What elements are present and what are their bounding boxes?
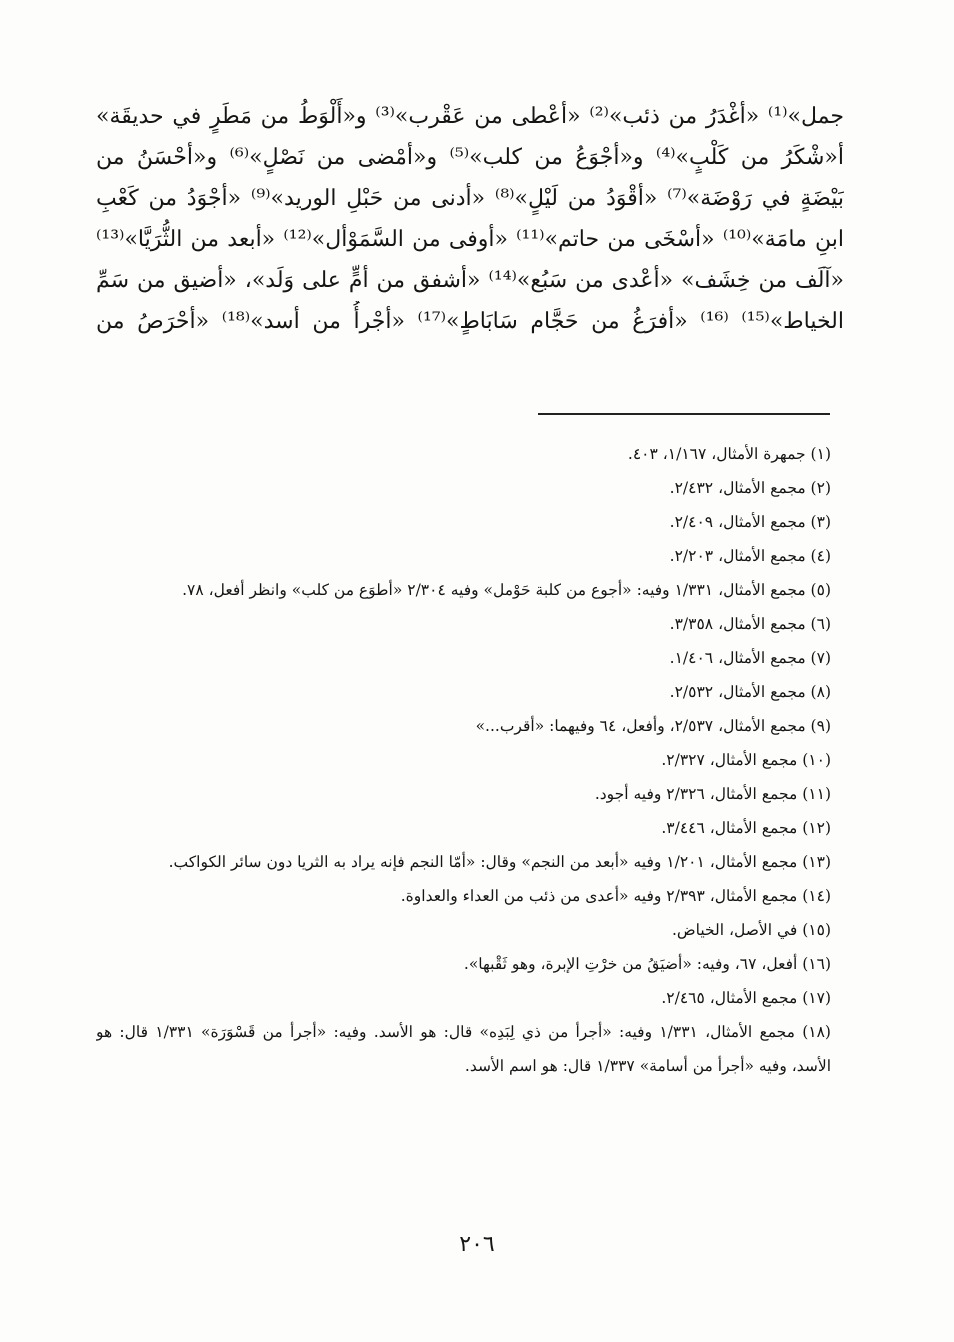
footnote: (١٣) مجمع الأمثال، ١/٢٠١ وفيه «أبعد من النجم» وقال: «أمّا النجم فإنه يراد به الثريا دون سائر الكواكب. <box>168 853 831 871</box>
main-text <box>96 96 844 342</box>
footnote: (٦) مجمع الأمثال، ٣/٣٥٨. <box>669 615 831 633</box>
footnote: (١) جمهرة الأمثال، ١/١٦٧، ٤٠٣. <box>627 445 831 463</box>
text-line: «آلَف من خِشَف» «أعْدى من سَبُع»⁽¹⁴⁾ «أشفق من أمٍّ على وَلَد»، «أضيق من سَمِّ <box>96 268 844 293</box>
footnote: (٨) مجمع الأمثال، ٢/٥٣٢. <box>669 683 831 701</box>
text-line: بَيْضَةٍ في رَوْضَة»⁽⁷⁾ «أقْوَدُ من لَيْلٍ»⁽⁸⁾ «أدنى من حَبْلِ الوريد»⁽⁹⁾ «أجْوَدُ من كَعْبِ <box>96 186 844 211</box>
footnote: (١٤) مجمع الأمثال، ٢/٣٩٣ وفيه «أعدى من ذئب من العداء والعداوة. <box>400 887 831 905</box>
text-line: أ«شْكَرُ من كَلْبٍ»⁽⁴⁾ و«أجْوَعُ من كلب»⁽⁵⁾ و«أمْضى من نَصْلٍ»⁽⁶⁾ و«أحْسَنُ من <box>96 145 844 170</box>
footnote: (٧) مجمع الأمثال، ١/٤٠٦. <box>669 649 831 667</box>
text-line: جمل»⁽¹⁾ «أغْدَرُ من ذئب»⁽²⁾ «أعْطى من عَقْرب»⁽³⁾ و«أَلْوَطُ من مَطَرٍ في حديقَة» <box>96 104 844 129</box>
footnote: (١١) مجمع الأمثال، ٢/٣٢٦ وفيه أجود. <box>594 785 831 803</box>
footnote: (١٠) مجمع الأمثال، ٢/٣٢٧. <box>661 751 831 769</box>
footnote: (١٨) مجمع الأمثال، ١/٣٣١ وفيه: «أجرأ من ذي لِبَدِه» قال: هو الأسد. وفيه: «أجرأ من قَسْوَرَة» ١/٣٣١ قال: هو الأسد، وفيه «أجرأ من أسامة» ١/٣٣٧ قال: هو اسم الأسد. <box>96 1023 831 1075</box>
text-line: الخياط»⁽¹⁵⁾ ⁽¹⁶⁾ «أفرَغُ من حَجَّام سَابَاطٍ»⁽¹⁷⁾ «أجْرأُ من أسد»⁽¹⁸⁾ «أحْرَصُ من <box>96 309 844 334</box>
footnotes-list <box>96 437 831 1083</box>
text-line: ابنِ مامَة»⁽¹⁰⁾ «أسْخَى من حاتم»⁽¹¹⁾ «أوفى من السَّمَوْأل»⁽¹²⁾ «أبعد من الثُّرَيَّا»⁽¹³⁾ <box>96 227 844 252</box>
footnote: (٣) مجمع الأمثال، ٢/٤٠٩. <box>669 513 831 531</box>
footnote: (١٦) أفعل، ٦٧، وفيه: «أضيَقُ من خرْتِ الإبرة، وهو ثَقْبها». <box>463 955 831 973</box>
footnote: (٢) مجمع الأمثال، ٢/٤٣٢. <box>669 479 831 497</box>
footnote: (١٥) في الأصل، الخياض. <box>671 921 831 939</box>
footnote-separator <box>538 413 830 415</box>
page-number: ٢٠٦ <box>459 1232 495 1257</box>
footnote: (٥) مجمع الأمثال، ١/٣٣١ وفيه: «أجوع من كلبة حَوْمل» وفيه ٢/٣٠٤ «أطوَع من كلب» وانظر أفعل، ٧٨. <box>182 581 831 599</box>
footnote: (٤) مجمع الأمثال، ٢/٢٠٣. <box>669 547 831 565</box>
footnote: (٩) مجمع الأمثال، ٢/٥٣٧، وأفعل، ٦٤ وفيهما: «أقرب...» <box>475 717 831 735</box>
footnote: (١٢) مجمع الأمثال، ٣/٤٤٦. <box>661 819 831 837</box>
footnote: (١٧) مجمع الأمثال، ٢/٤٦٥. <box>661 989 831 1007</box>
